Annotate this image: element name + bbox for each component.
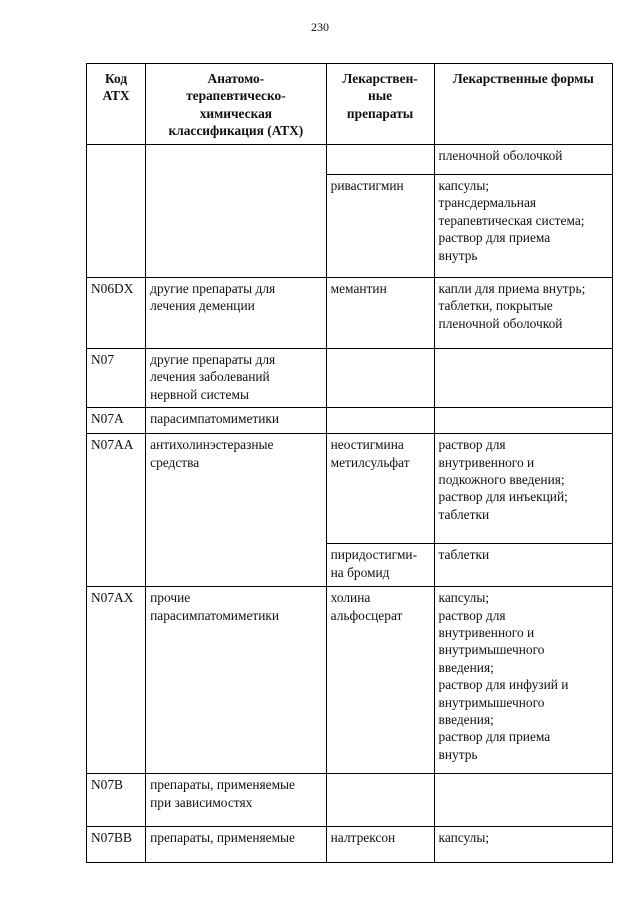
dosage-form-line: таблетки: [438, 547, 490, 563]
drug-name-line: налтрексон: [330, 830, 396, 846]
header-drugs-line: препараты: [346, 105, 414, 121]
dosage-forms-cell: [434, 544, 612, 587]
table-row: [87, 278, 613, 349]
dosage-forms-cell: [434, 349, 612, 408]
atx-code-cell: [87, 827, 146, 863]
dosage-form-line: раствор для приема: [438, 230, 551, 246]
dosage-form-line: введения;: [438, 712, 494, 728]
dosage-form-line: пленочной оболочкой: [438, 315, 563, 331]
dosage-form-line: внутрь: [438, 247, 478, 263]
atx-classification-line: лечения заболеваний: [150, 369, 270, 385]
dosage-form-line: капли для приема внутрь;: [438, 281, 586, 296]
atx-code-line: N07A: [91, 411, 124, 427]
header-code: [87, 64, 146, 145]
header-forms-line: Лекарственные формы: [452, 71, 594, 86]
drug-name-line: неостигмина: [330, 437, 404, 453]
atx-code-cell: [87, 349, 146, 408]
atx-code-line: N07AA: [91, 437, 134, 453]
table-row: [87, 774, 613, 827]
header-drugs-line: Лекарствен-: [342, 71, 418, 86]
atx-classification-line: лечения деменции: [150, 298, 255, 314]
atx-code-cell: [87, 434, 146, 587]
atx-classification-line: парасимпатомиметики: [150, 411, 280, 427]
dosage-form-line: раствор для инъекций;: [438, 489, 568, 505]
drug-name-line: ривастигмин: [330, 178, 404, 193]
dosage-form-line: таблетки: [438, 506, 490, 522]
dosage-form-line: подкожного введения;: [438, 472, 565, 488]
atx-code-cell: [87, 408, 146, 434]
table-row: [87, 145, 613, 175]
dosage-form-line: капсулы;: [438, 830, 490, 846]
dosage-form-line: таблетки, покрытые: [438, 298, 553, 314]
atx-classification-line: другие препараты для: [150, 281, 276, 296]
header-classification: [146, 64, 327, 145]
dosage-form-line: внутривенного и: [438, 625, 535, 641]
header-classification-line: Анатомо-: [207, 71, 265, 86]
dosage-forms-cell: [434, 774, 612, 827]
drug-name-cell: [326, 434, 434, 544]
header-code-line: Код: [104, 71, 128, 86]
atx-code-cell: [87, 774, 146, 827]
drug-name-cell: [326, 349, 434, 408]
header-drugs-line: ные: [368, 88, 393, 104]
dosage-form-line: внутрь: [438, 746, 478, 762]
dosage-form-line: трансдермальная: [438, 195, 537, 211]
page-number: 230: [311, 20, 329, 34]
atx-classification-line: нервной системы: [150, 386, 249, 402]
dosage-forms-cell: [434, 175, 612, 278]
atx-code-line: N07: [91, 352, 115, 367]
table-row: [87, 408, 613, 434]
table-row: [87, 349, 613, 408]
atx-classification-cell: [146, 827, 327, 863]
drug-name-cell: [326, 145, 434, 175]
drug-name-line: метилсульфат: [330, 454, 410, 470]
drug-name-cell: [326, 587, 434, 774]
dosage-form-line: внутримышечного: [438, 694, 545, 710]
atx-classification-line: другие препараты для: [150, 352, 276, 367]
atx-classification-cell: [146, 774, 327, 827]
atx-classification-line: при зависимостях: [150, 794, 253, 810]
dosage-form-line: раствор для: [438, 607, 506, 623]
atx-classification-cell: [146, 278, 327, 349]
dosage-forms-cell: [434, 145, 612, 175]
atx-classification-line: антихолинэстеразные: [150, 437, 274, 453]
atx-classification-cell: [146, 408, 327, 434]
table-row: [87, 827, 613, 863]
atx-code-line: N07BB: [91, 830, 132, 846]
drug-name-line: пиридостигми-: [330, 547, 418, 563]
atx-code-line: N07B: [91, 777, 123, 793]
drug-name-cell: [326, 774, 434, 827]
dosage-form-line: пленочной оболочкой: [438, 148, 563, 163]
atx-classification-cell: [146, 434, 327, 587]
drug-name-cell: [326, 827, 434, 863]
drug-name-line: на бромид: [330, 564, 390, 580]
drug-name-line: мемантин: [330, 281, 387, 296]
atx-classification-line: препараты, применяемые: [150, 777, 296, 793]
dosage-form-line: капсулы;: [438, 590, 490, 606]
atx-classification-line: прочие: [150, 590, 191, 606]
drug-name-line: холина: [330, 590, 371, 606]
table-body: [87, 145, 613, 863]
dosage-forms-cell: [434, 587, 612, 774]
atx-classification-cell: [146, 145, 327, 278]
dosage-form-line: внутримышечного: [438, 642, 545, 658]
atx-classification-cell: [146, 587, 327, 774]
atx-drug-table: [86, 63, 613, 863]
dosage-form-line: раствор для: [438, 437, 506, 453]
drug-name-cell: [326, 544, 434, 587]
dosage-form-line: раствор для приема: [438, 729, 551, 745]
atx-code-line: N06DX: [91, 281, 134, 296]
header-forms: [434, 64, 612, 145]
atx-code-line: N07AX: [91, 590, 134, 606]
dosage-forms-cell: [434, 278, 612, 349]
atx-classification-cell: [146, 349, 327, 408]
header-classification-line: химическая: [199, 105, 273, 121]
atx-code-cell: [87, 587, 146, 774]
header-classification-line: терапевтическо-: [186, 88, 286, 104]
atx-code-cell: [87, 278, 146, 349]
dosage-form-line: раствор для инфузий и: [438, 677, 569, 693]
table-row: [87, 587, 613, 774]
atx-code-cell: [87, 145, 146, 278]
dosage-form-line: введения;: [438, 659, 494, 675]
atx-classification-line: средства: [150, 454, 200, 470]
dosage-form-line: внутривенного и: [438, 454, 535, 470]
table-header-row: [87, 64, 613, 145]
dosage-form-line: капсулы;: [438, 178, 490, 193]
dosage-form-line: терапевтическая система;: [438, 212, 585, 228]
drug-name-cell: [326, 175, 434, 278]
header-classification-line: классификация (АТХ): [168, 123, 304, 139]
atx-classification-line: препараты, применяемые: [150, 830, 296, 846]
dosage-forms-cell: [434, 434, 612, 544]
header-code-line: АТХ: [102, 88, 130, 104]
table-row: [87, 434, 613, 544]
dosage-forms-cell: [434, 827, 612, 863]
header-drugs: [326, 64, 434, 145]
atx-classification-line: парасимпатомиметики: [150, 607, 280, 623]
dosage-forms-cell: [434, 408, 612, 434]
drug-name-cell: [326, 278, 434, 349]
drug-name-line: альфосцерат: [330, 607, 403, 623]
drug-name-cell: [326, 408, 434, 434]
